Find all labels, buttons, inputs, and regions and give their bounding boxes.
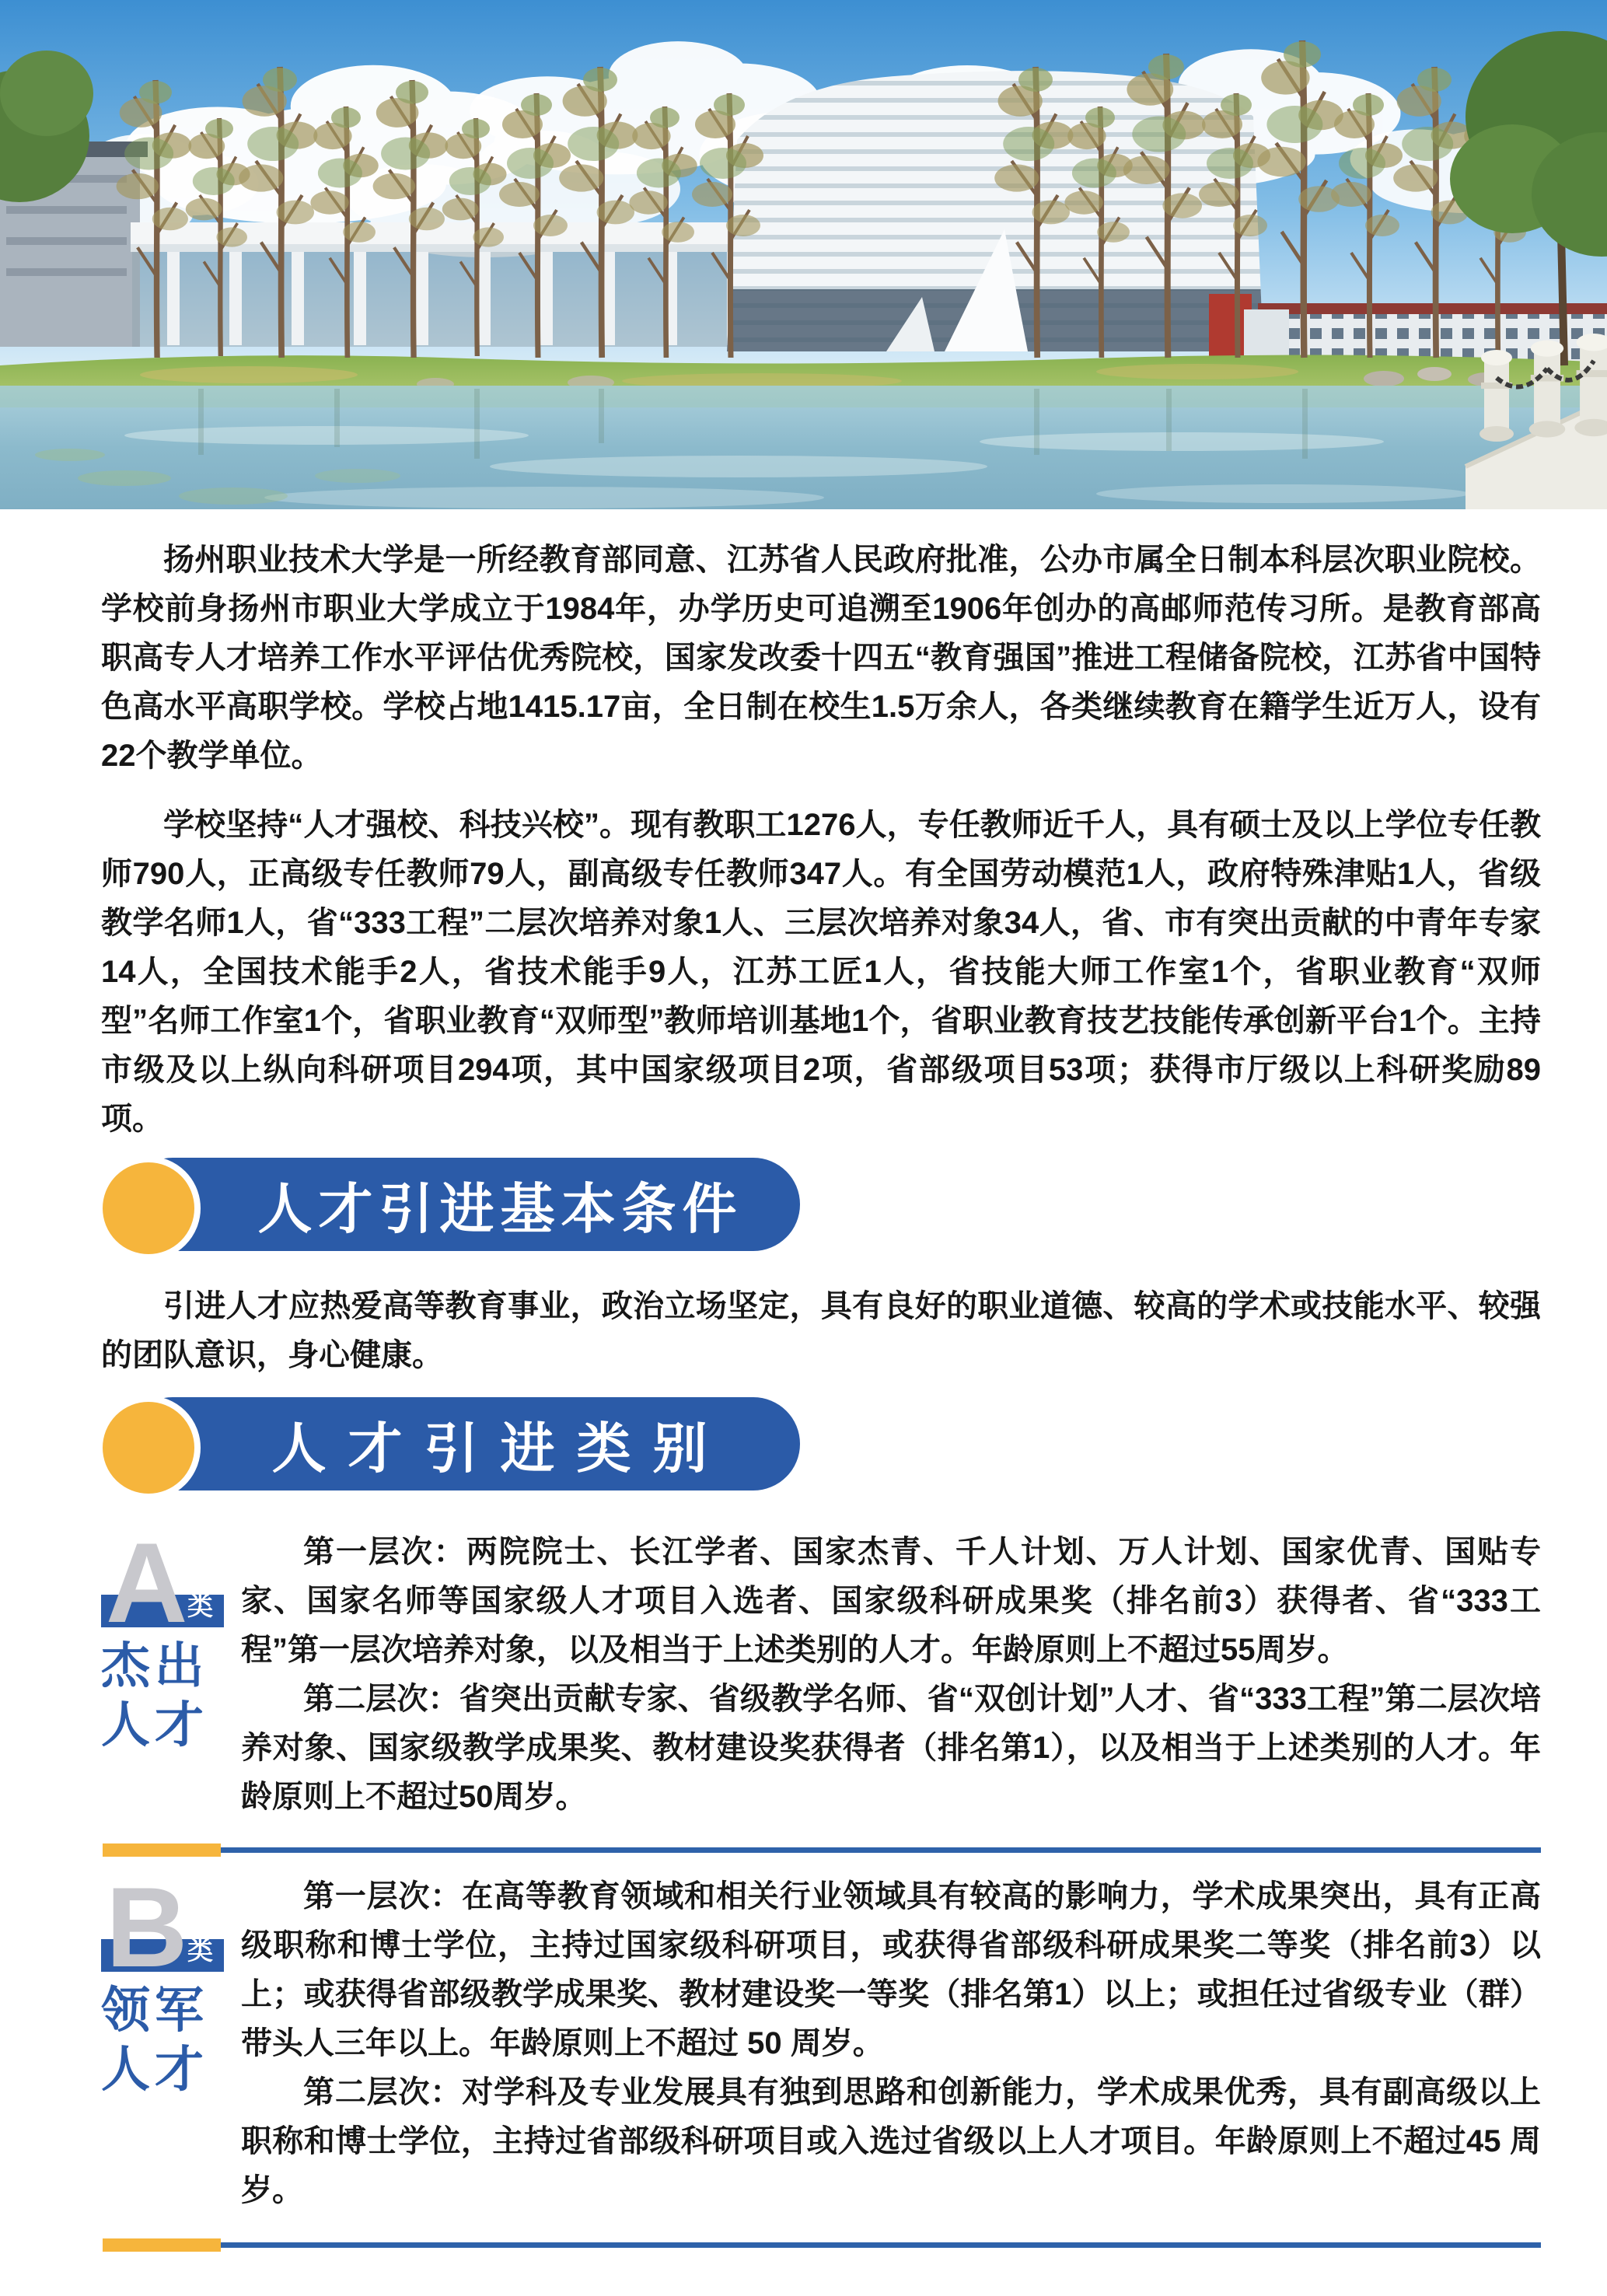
banner-capsule bbox=[126, 1397, 800, 1490]
divider-blue-line bbox=[221, 2242, 1541, 2248]
category-paragraph: 第二层次：对学科及专业发展具有独到思路和创新能力，学术成果优秀，具有副高级以上职称和博士学位，主持过省部级科研项目或入选过省级以上人才项目。年龄原则上不超过45 周岁。 bbox=[241, 2075, 1541, 2207]
category-b-badge bbox=[101, 1864, 224, 1990]
banner-dot-icon bbox=[96, 1396, 201, 1500]
category-a-body bbox=[241, 1528, 1541, 1822]
basic-conditions-paragraph: 引进人才应热爱高等教育事业，政治立场坚定，具有良好的职业道德、较高的学术或技能水平、较强的团队意识，身心健康。 bbox=[101, 1289, 1541, 1372]
campus-photo bbox=[0, 0, 1607, 509]
intro-paragraph-1: 扬州职业技术大学是一所经教育部同意、江苏省人民政府批准，公办市属全日制本科层次职业院校。学校前身扬州市职业大学成立于1984年，办学历史可追溯至1906年创办的高邮师范传习所。是教育部高职高专人才培养工作水平评估优秀院校，国家发改委十四五“教育强国”推进工程储备院校，江苏省中国特色高水平高职学校。学校占地1415.17亩，全日制在校生1.5万余人，各类继续教育在籍学生近万人，设有22个教学单位。 bbox=[101, 543, 1541, 773]
divider-yellow-segment bbox=[103, 1843, 221, 1857]
category-badge-suffix: 类 bbox=[187, 1936, 213, 1965]
category-letter: A bbox=[106, 1519, 188, 1646]
category-name-line: 杰出 bbox=[101, 1639, 208, 1693]
section-title: 人才引进类别 bbox=[271, 1417, 729, 1479]
section-divider bbox=[103, 2238, 1541, 2252]
intro-paragraph-2: 学校坚持“人才强校、科技兴校”。现有教职工1276人，专任教师近千人，具有硕士及以上学位专任教师790人，正高级专任教师79人，副高级专任教师347人。有全国劳动模范1人，政府特殊津贴1人，省级教学名师1人，省“333工程”二层次培养对象1人、三层次培养对象34人，省、市有突出贡献的中青年专家14人，全国技术能手2人，省技术能手9人，江苏工匠1人，省技能大师工作室1个，省职业教育“双师型”名师工作室1个，省职业教育“双师型”教师培训基地1个，省职业教育技艺技能传承创新平台1个。主持市级及以上纵向科研项目294项，其中国家级项目2项，省部级项目53项；获得市厅级以上科研奖励89项。 bbox=[101, 808, 1541, 1136]
category-paragraph: 第二层次：省突出贡献专家、省级教学名师、省“双创计划”人才、省“333工程”第二层次培养对象、国家级教学成果奖、教材建设奖获得者（排名第1），以及相当于上述类别的人才。年龄原则上不超过50周岁。 bbox=[241, 1682, 1541, 1814]
category-name-line: 领军 bbox=[101, 1983, 208, 2038]
category-b-section bbox=[101, 1864, 1541, 2215]
category-a-label bbox=[101, 1519, 224, 1755]
divider-blue-line bbox=[221, 1847, 1541, 1853]
section-banner-categories bbox=[96, 1396, 800, 1492]
category-b-body bbox=[241, 1872, 1541, 2215]
category-name-line: 人才 bbox=[101, 2043, 208, 2097]
banner-capsule bbox=[126, 1158, 800, 1251]
category-paragraph: 第一层次：两院院士、长江学者、国家杰青、千人计划、万人计划、国家优青、国贴专家、国家名师等国家级人才项目入选者、国家级科研成果奖（排名前3）获得者、省“333工程”第一层次培养对象，以及相当于上述类别的人才。年龄原则上不超过55周岁。 bbox=[241, 1535, 1541, 1667]
section-banner-basic-conditions bbox=[96, 1156, 800, 1253]
divider-yellow-segment bbox=[103, 2238, 221, 2252]
category-name-line: 人才 bbox=[101, 1698, 208, 1753]
section-divider bbox=[103, 1843, 1541, 1857]
category-letter: B bbox=[106, 1864, 188, 1990]
category-b-label bbox=[101, 1864, 224, 2099]
category-badge-suffix: 类 bbox=[187, 1592, 213, 1620]
section-title: 人才引进基本条件 bbox=[257, 1178, 743, 1239]
page-content bbox=[0, 536, 1607, 2252]
banner-dot-icon bbox=[96, 1156, 201, 1260]
category-a-badge bbox=[101, 1519, 224, 1646]
category-paragraph: 第一层次：在高等教育领域和相关行业领域具有较高的影响力，学术成果突出，具有正高级职称和博士学位，主持过国家级科研项目，或获得省部级科研成果奖二等奖（排名前3）以上；或获得省部级教学成果奖、教材建设奖一等奖（排名第1）以上；或担任过省级专业（群）带头人三年以上。年龄原则上不超过 50 周岁。 bbox=[241, 1879, 1541, 2060]
category-a-section bbox=[101, 1519, 1541, 1822]
